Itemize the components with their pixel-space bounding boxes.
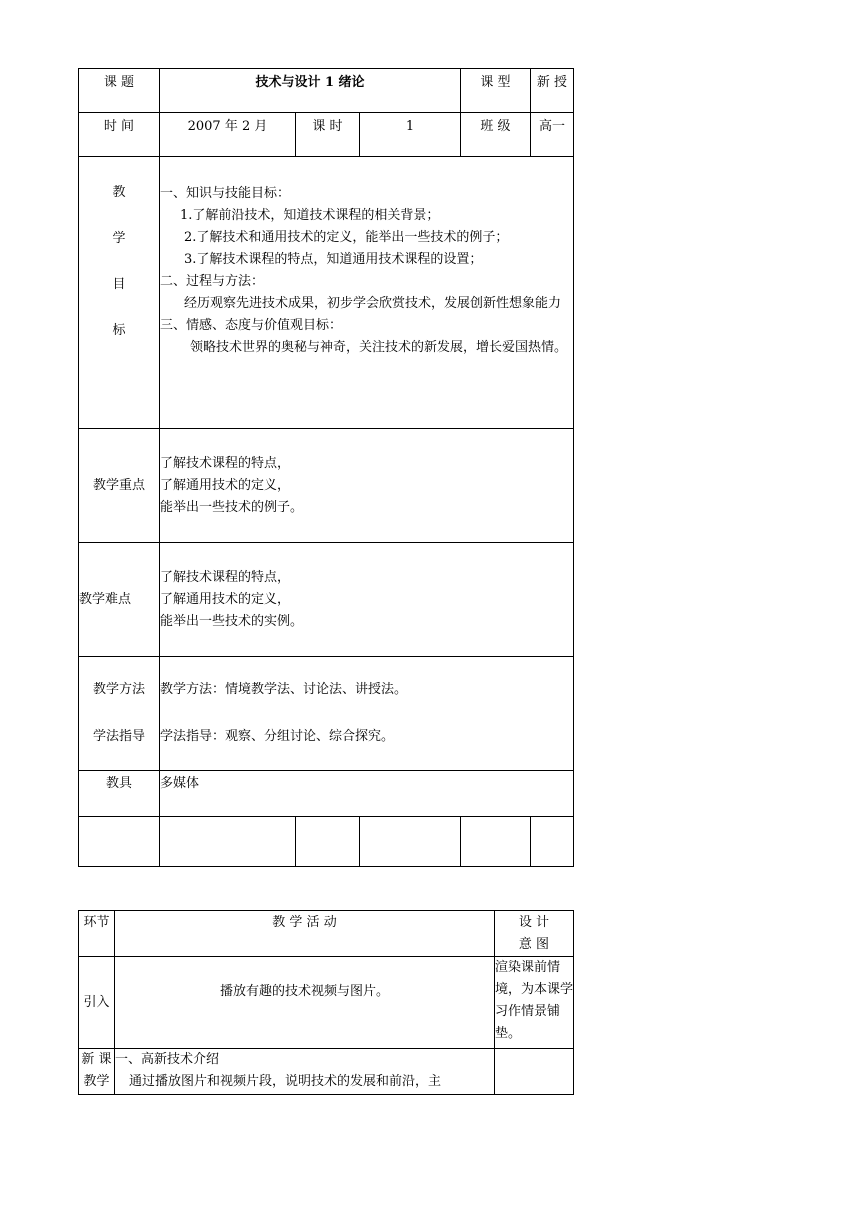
time-label: 时 间 <box>79 113 160 157</box>
objectives-label-char: 目 <box>112 277 126 292</box>
objective-item: 经历观察先进技术成果，初步学会欣赏技术，发展创新性想象能力 <box>184 296 562 311</box>
design-header <box>495 911 574 957</box>
topic-value: 技术与设计 1 绪论 <box>160 69 461 113</box>
empty-cell <box>360 817 461 867</box>
methods-labels <box>79 657 160 771</box>
design-header-line: 设 计 <box>518 915 550 930</box>
objective-item: 2.了解技术和通用技术的定义，能举出一些技术的例子； <box>184 230 509 245</box>
difficult-points-label: 教学难点 <box>79 543 160 657</box>
new-lesson-design <box>495 1049 574 1095</box>
objectives-label-char: 学 <box>112 231 126 246</box>
empty-cell <box>79 817 160 867</box>
objectives-label-char: 教 <box>112 185 126 200</box>
key-points-label: 教学重点 <box>79 429 160 543</box>
intro-segment: 引入 <box>79 957 115 1049</box>
learning-guide-label: 学法指导 <box>92 729 145 744</box>
difficult-points-content <box>160 543 574 657</box>
objective-item: 3.了解技术课程的特点，知道通用技术课程的设置； <box>184 252 483 267</box>
methods-content <box>160 657 574 771</box>
new-lesson-segment-line: 教学 <box>83 1074 110 1089</box>
objective-heading: 二、过程与方法： <box>160 274 265 289</box>
segment-header: 环节 <box>79 911 115 957</box>
intro-design: 渲染课前情境，为本课学习作情景铺垫。 <box>495 957 574 1049</box>
empty-cell <box>296 817 360 867</box>
class-value: 高一 <box>531 113 574 157</box>
objective-item: 1.了解前沿技术，知道技术课程的相关背景； <box>180 208 440 223</box>
new-lesson-segment-line: 新 课 <box>81 1052 112 1067</box>
topic-label: 课 题 <box>79 69 160 113</box>
key-point-line: 了解技术课程的特点， <box>160 455 291 471</box>
class-label: 班 级 <box>461 113 531 157</box>
tools-value: 多媒体 <box>160 771 574 817</box>
empty-cell <box>461 817 531 867</box>
new-lesson-text: 通过播放图片和视频片段，说明技术的发展和前沿，主 <box>129 1074 442 1089</box>
key-point-line: 能举出一些技术的例子。 <box>160 499 304 515</box>
objective-heading: 三、情感、态度与价值观目标： <box>160 318 343 333</box>
period-label: 课 时 <box>296 113 360 157</box>
activity-header: 教 学 活 动 <box>115 911 495 957</box>
key-points-content <box>160 429 574 543</box>
learning-guide-value: 学法指导：观察、分组讨论、综合探究。 <box>160 729 395 744</box>
type-label: 课 型 <box>461 69 531 113</box>
objectives-label <box>79 157 160 429</box>
empty-cell <box>531 817 574 867</box>
activity-table <box>78 910 574 1095</box>
objectives-content <box>160 157 574 429</box>
time-value: 2007 年 2 月 <box>160 113 296 157</box>
new-lesson-segment <box>79 1049 115 1095</box>
period-value: 1 <box>360 113 461 157</box>
empty-cell <box>160 817 296 867</box>
difficult-point-line: 了解技术课程的特点， <box>160 569 291 585</box>
difficult-point-line: 了解通用技术的定义， <box>160 591 291 607</box>
key-point-line: 了解通用技术的定义， <box>160 477 291 493</box>
difficult-point-line: 能举出一些技术的实例。 <box>160 613 304 629</box>
intro-activity: 播放有趣的技术视频与图片。 <box>115 957 495 1049</box>
new-lesson-activity <box>115 1049 495 1095</box>
lesson-plan-table <box>78 68 574 867</box>
objectives-label-char: 标 <box>112 323 126 338</box>
tools-label: 教具 <box>79 771 160 817</box>
teaching-method-label: 教学方法 <box>92 682 145 697</box>
type-value: 新 授 <box>531 69 574 113</box>
teaching-method-value: 教学方法：情境教学法、讨论法、讲授法。 <box>160 682 408 697</box>
design-header-line: 意 图 <box>518 937 550 952</box>
objective-heading: 一、知识与技能目标： <box>160 186 291 201</box>
new-lesson-heading: 一、高新技术介绍 <box>115 1052 220 1067</box>
objective-item: 领略技术世界的奥秘与神奇，关注技术的新发展，增长爱国热情。 <box>190 340 568 355</box>
